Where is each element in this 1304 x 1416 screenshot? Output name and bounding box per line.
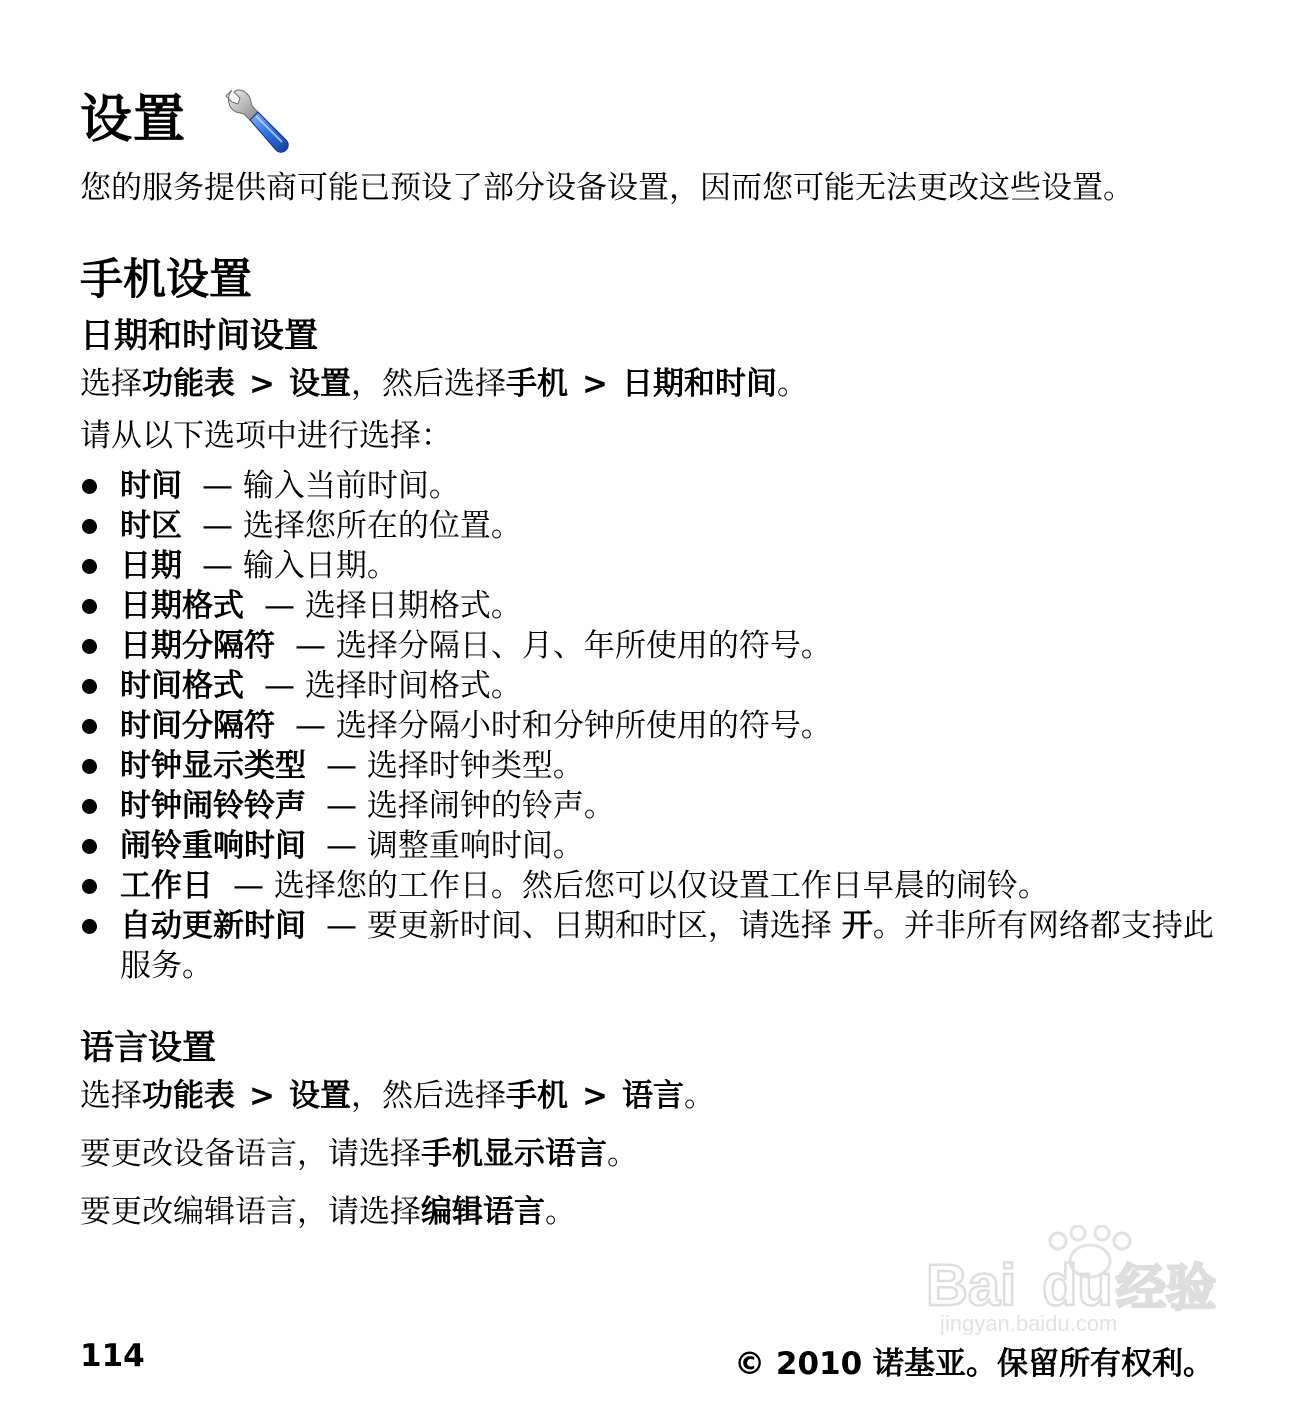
watermark-url: jingyan.baidu.com: [940, 1311, 1118, 1335]
option-desc: — 输入当前时间。: [202, 468, 460, 504]
option-desc: — 选择时钟类型。: [326, 748, 584, 784]
list-item: [80, 546, 1225, 586]
date-time-options: [80, 466, 1225, 986]
option-term: 时间: [120, 468, 182, 504]
path-mid: ，然后选择: [350, 1078, 506, 1114]
list-item: [80, 466, 1225, 506]
bullet-icon: [82, 479, 97, 494]
option-term: 工作日: [120, 868, 213, 904]
intro-text: 您的服务提供商可能已预设了部分设备设置，因而您可能无法更改这些设置。: [80, 170, 1134, 206]
language-section: [80, 1026, 1225, 1232]
settings-term: 设置: [288, 366, 351, 402]
device-language-text: [80, 1134, 1225, 1174]
option-desc: — 选择分隔小时和分钟所使用的符号。: [295, 708, 832, 744]
bullet-icon: [82, 839, 97, 854]
path-end: 。: [683, 1078, 715, 1114]
path-end: 。: [776, 366, 808, 402]
list-item: [80, 866, 1225, 906]
date-time-term: 日期和时间: [621, 366, 777, 402]
on-term: 开: [841, 908, 873, 944]
option-term: 闹铃重响时间: [120, 828, 306, 864]
language-term: 语言: [621, 1078, 684, 1114]
option-desc-tail: 。并非所有网络都支持此服务。: [120, 908, 1214, 984]
bullet-icon: [82, 639, 97, 654]
path-prefix: 选择: [80, 366, 142, 402]
path-prefix: 选择: [80, 1078, 142, 1114]
menu-term: 功能表: [142, 366, 235, 402]
bullet-icon: [82, 599, 97, 614]
arrow: >: [249, 366, 275, 402]
list-item: [80, 706, 1225, 746]
arrow: >: [249, 1078, 275, 1114]
option-term: 时间分隔符: [120, 708, 275, 744]
option-desc: — 选择分隔日、月、年所使用的符号。: [295, 628, 832, 664]
arrow: >: [581, 366, 608, 402]
bullet-icon: [82, 919, 97, 934]
option-desc: — 选择闹钟的铃声。: [326, 788, 615, 824]
list-item: [80, 906, 1225, 986]
list-item: [80, 746, 1225, 786]
option-desc: — 输入日期。: [202, 548, 398, 584]
page-number: 114: [80, 1338, 145, 1374]
option-desc: — 选择您的工作日。然后您可以仅设置工作日早晨的闹铃。: [233, 868, 1049, 904]
list-item: [80, 786, 1225, 826]
bullet-icon: [82, 799, 97, 814]
bullet-icon: [82, 519, 97, 534]
settings-term: 设置: [288, 1078, 351, 1114]
option-term: 时区: [120, 508, 182, 544]
bullet-icon: [82, 679, 97, 694]
language-path: [80, 1076, 1225, 1116]
manual-page: [80, 84, 1225, 1232]
option-term: 自动更新时间: [120, 908, 306, 944]
phone-term: 手机: [505, 1078, 568, 1114]
list-item: [80, 826, 1225, 866]
device-language-option: 手机显示语言: [421, 1136, 607, 1172]
date-time-heading: 日期和时间设置: [80, 316, 318, 356]
option-term: 日期分隔符: [120, 628, 275, 664]
path-mid: ，然后选择: [350, 366, 506, 402]
bullet-icon: [82, 559, 97, 574]
watermark-suffix: 经验: [1116, 1259, 1216, 1317]
arrow: >: [581, 1078, 608, 1114]
date-time-path: [80, 364, 1225, 404]
bullet-icon: [82, 719, 97, 734]
option-term: 日期格式: [120, 588, 244, 624]
page-title: 设置: [80, 90, 187, 150]
option-desc: — 选择日期格式。: [264, 588, 522, 624]
phone-settings-heading: 手机设置: [80, 255, 252, 305]
option-desc: — 要更新时间、日期和时区，请选择: [326, 908, 832, 944]
list-item: [80, 506, 1225, 546]
menu-term: 功能表: [142, 1078, 235, 1114]
option-desc: — 调整重响时间。: [326, 828, 584, 864]
baidu-watermark: [920, 1225, 1230, 1335]
edit-language-end: 。: [545, 1194, 576, 1230]
choose-text: 请从以下选项中进行选择：: [80, 418, 452, 454]
option-term: 时钟显示类型: [120, 748, 306, 784]
phone-term: 手机: [505, 366, 568, 402]
option-term: 时间格式: [120, 668, 244, 704]
device-language-end: 。: [607, 1136, 638, 1172]
list-item: [80, 626, 1225, 666]
option-desc: — 选择时间格式。: [264, 668, 522, 704]
device-language-prefix: 要更改设备语言，请选择: [80, 1136, 421, 1172]
wrench-icon: [222, 84, 294, 156]
edit-language-prefix: 要更改编辑语言，请选择: [80, 1194, 421, 1230]
option-term: 时钟闹铃铃声: [120, 788, 306, 824]
option-term: 日期: [120, 548, 182, 584]
watermark-brand: Bai: [926, 1253, 1017, 1318]
watermark-brand2: du: [1042, 1253, 1113, 1318]
edit-language-option: 编辑语言: [421, 1194, 545, 1230]
language-heading: 语言设置: [80, 1028, 216, 1068]
bullet-icon: [82, 879, 97, 894]
list-item: [80, 666, 1225, 706]
title-row: [80, 84, 1225, 156]
list-item: [80, 586, 1225, 626]
option-desc: — 选择您所在的位置。: [202, 508, 522, 544]
bullet-icon: [82, 759, 97, 774]
copyright-text: © 2010 诺基亚。保留所有权利。: [734, 1346, 1214, 1382]
